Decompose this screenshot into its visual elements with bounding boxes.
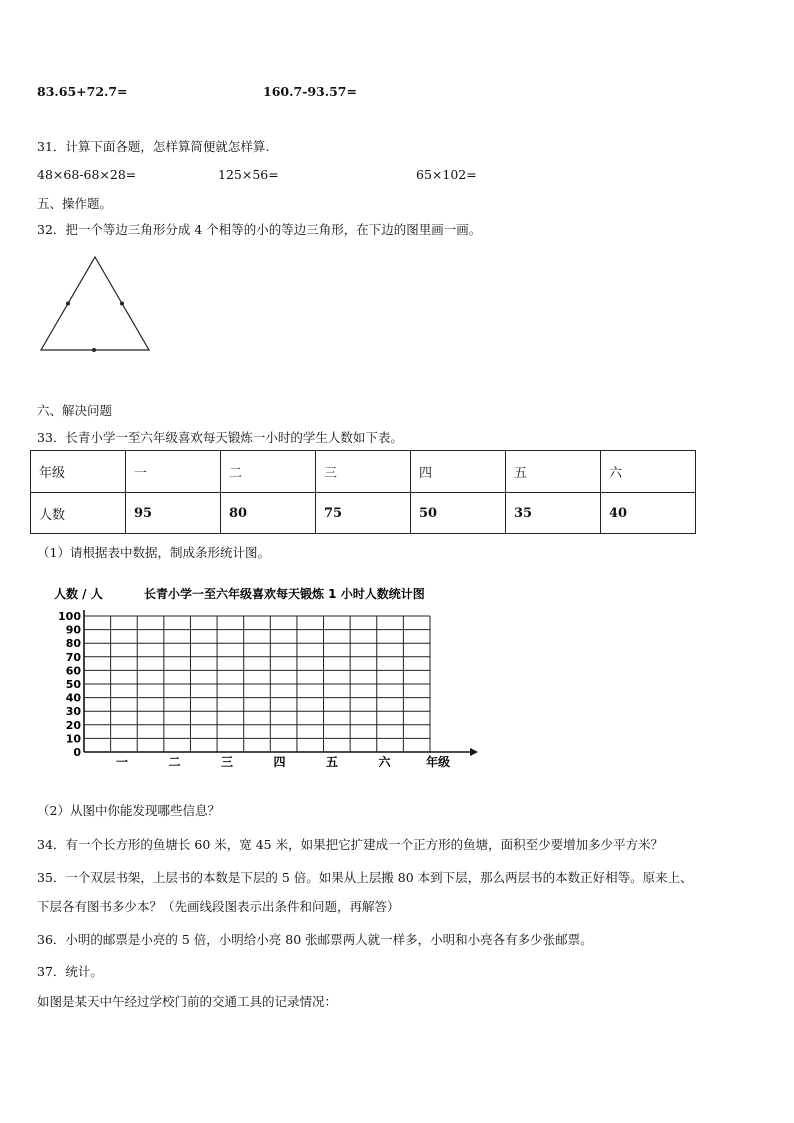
q33-prompt: 33．长青小学一至六年级喜欢每天锻炼一小时的学生人数如下表。	[37, 430, 403, 445]
q32-prompt: 32．把一个等边三角形分成 4 个相等的小的等边三角形，在下边的图里画一画。	[37, 222, 482, 237]
q33-part1: （1）请根据表中数据，制成条形统计图。	[37, 545, 270, 560]
q31-prompt: 31．计算下面各题，怎样算简便就怎样算.	[37, 139, 270, 154]
table-cell: 35	[506, 493, 601, 534]
equilateral-triangle-figure	[36, 252, 156, 356]
table-row	[31, 493, 696, 534]
table-cell: 三	[316, 451, 411, 493]
y-tick-label: 10	[65, 732, 81, 746]
q37-description: 如图是某天中午经过学校门前的交通工具的记录情况：	[37, 994, 338, 1009]
q31-expr-2: 125×56=	[218, 167, 279, 182]
bar-chart	[40, 580, 490, 775]
q31-expr-3: 65×102=	[416, 167, 477, 182]
x-category-label: 六	[378, 755, 391, 769]
y-tick-label: 80	[65, 637, 81, 651]
table-cell: 50	[411, 493, 506, 534]
table-cell: 五	[506, 451, 601, 493]
chart-title: 长青小学一至六年级喜欢每天锻炼 1 小时人数统计图	[144, 587, 425, 601]
right-midpoint	[120, 302, 124, 306]
q34-prompt: 34．有一个长方形的鱼塘长 60 米，宽 45 米，如果把它扩建成一个正方形的鱼塘，面积至少要增加多少平方米？	[37, 837, 664, 852]
table-cell: 四	[411, 451, 506, 493]
y-tick-label: 60	[65, 664, 81, 678]
y-tick-label: 100	[58, 610, 81, 623]
table-cell: 95	[126, 493, 221, 534]
x-axis-arrow	[470, 748, 478, 756]
x-category-label: 二	[168, 755, 181, 769]
section-6-heading: 六、解决问题	[37, 403, 113, 418]
table-cell: 80	[221, 493, 316, 534]
chart-xlabel: 年级	[426, 755, 451, 769]
q35-line1: 35．一个双层书架，上层书的本数是下层的 5 倍。如果从上层搬 80 本到下层，那么两层书的本数正好相等。原来上、	[37, 870, 693, 885]
x-category-label: 一	[115, 755, 129, 769]
x-category-label: 三	[220, 755, 234, 769]
student-count-table	[30, 450, 696, 534]
triangle-outline	[41, 257, 149, 350]
expr-1: 83.65+72.7=	[37, 84, 128, 99]
y-tick-label: 90	[65, 623, 81, 637]
table-cell: 40	[601, 493, 696, 534]
left-midpoint	[66, 302, 70, 306]
y-tick-label: 50	[65, 678, 81, 691]
y-tick-label: 70	[65, 650, 81, 664]
q31-expr-1: 48×68-68×28=	[37, 167, 137, 182]
expr-2: 160.7-93.57=	[263, 84, 357, 99]
y-tick-label: 20	[65, 718, 81, 732]
table-cell: 人数	[31, 493, 126, 534]
q35-line2: 下层各有图书多少本？（先画线段图表示出条件和问题，再解答）	[37, 899, 400, 914]
q33-part2: （2）从图中你能发现哪些信息？	[37, 803, 220, 818]
x-category-label: 四	[273, 755, 286, 769]
table-cell: 年级	[31, 451, 126, 493]
q37-prompt: 37．统计。	[37, 964, 103, 979]
table-cell: 六	[601, 451, 696, 493]
bottom-midpoint	[92, 348, 96, 352]
table-cell: 75	[316, 493, 411, 534]
y-tick-label: 40	[65, 691, 81, 705]
y-tick-label: 0	[73, 746, 81, 759]
y-tick-label: 30	[65, 705, 81, 719]
table-cell: 二	[221, 451, 316, 493]
x-category-label: 五	[325, 755, 339, 769]
chart-ylabel: 人数 / 人	[54, 587, 103, 601]
q36-prompt: 36．小明的邮票是小亮的 5 倍，小明给小亮 80 张邮票两人就一样多，小明和小亮各有多少张邮票。	[37, 932, 593, 947]
table-header-row	[31, 451, 696, 493]
table-cell: 一	[126, 451, 221, 493]
section-5-heading: 五、操作题。	[37, 196, 113, 211]
